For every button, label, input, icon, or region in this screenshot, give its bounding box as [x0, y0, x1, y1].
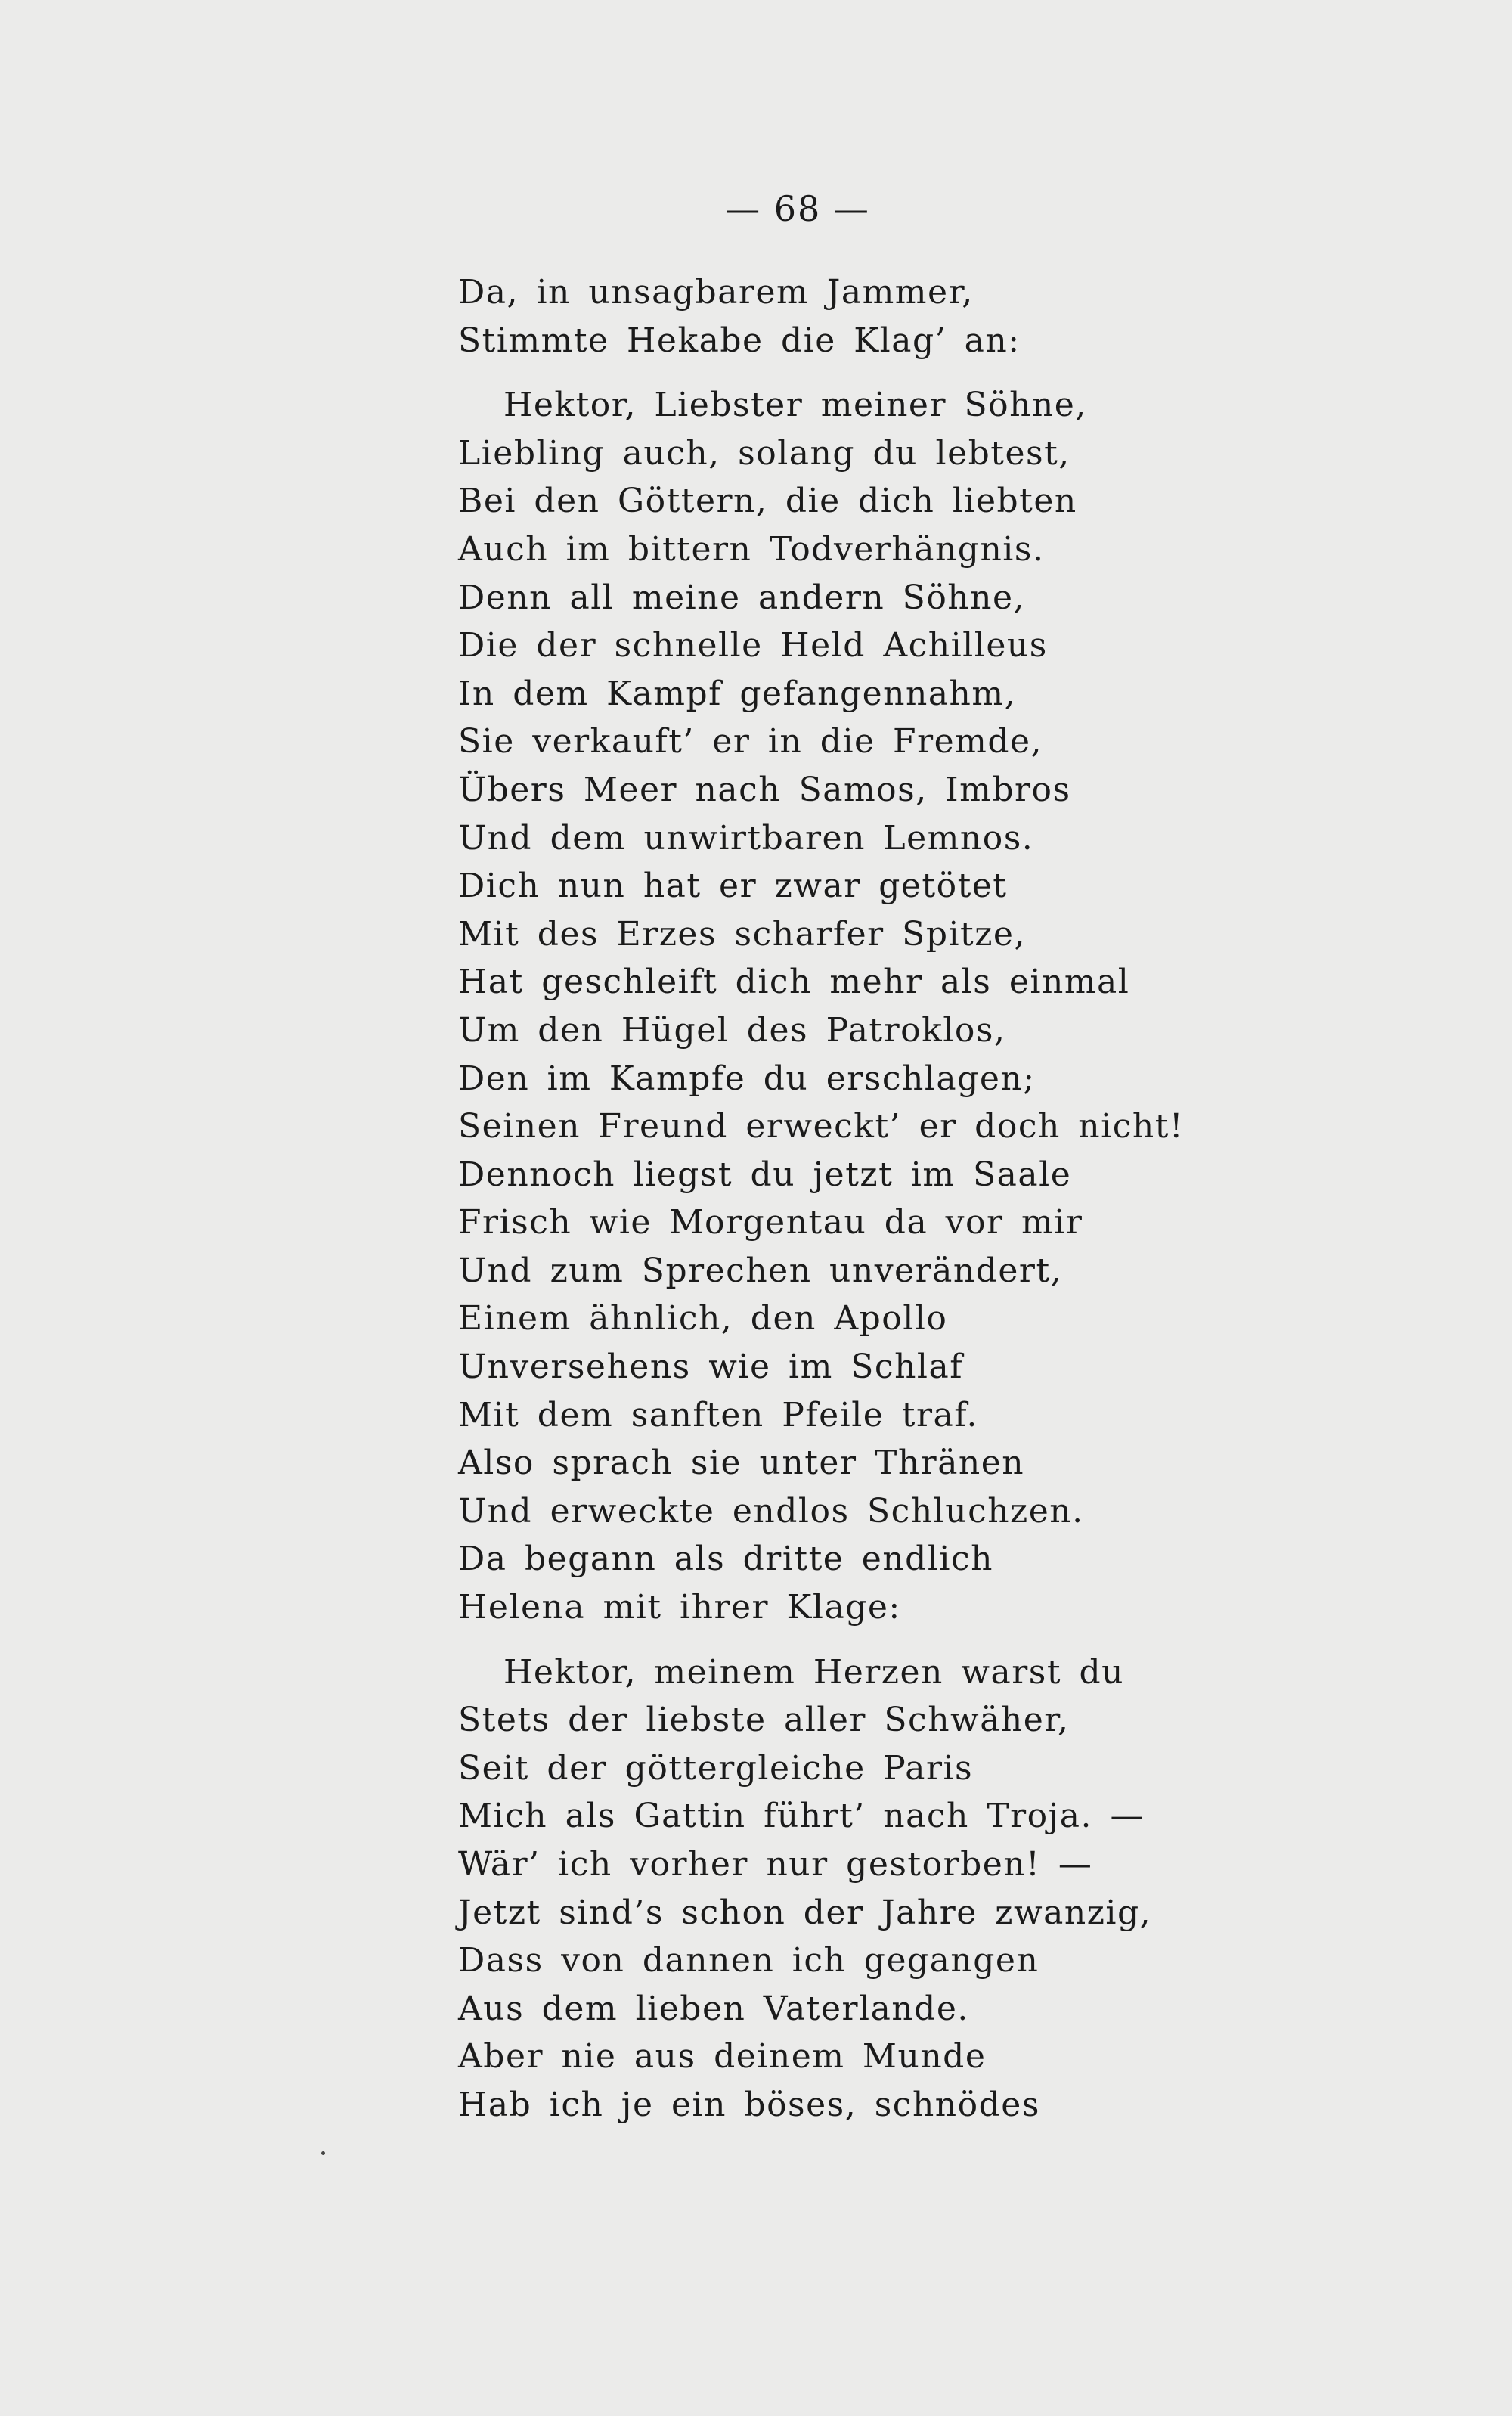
poem-line: Hektor, meinem Herzen warst du: [503, 1652, 1125, 1692]
poem-line: Und dem unwirtbaren Lemnos.: [458, 818, 1034, 858]
page-number: — 68 —: [725, 188, 870, 229]
poem-line: Stimmte Hekabe die Klag’ an:: [458, 321, 1021, 360]
poem-line: Unversehens wie im Schlaf: [458, 1348, 964, 1387]
poem-line: Frisch wie Morgentau da vor mir: [458, 1203, 1083, 1242]
poem-line: Dennoch liegst du jetzt im Saale: [458, 1155, 1072, 1194]
poem-line: Mich als Gattin führt’ nach Troja. —: [458, 1797, 1145, 1836]
print-speck: [321, 2151, 325, 2155]
poem-line: Übers Meer nach Samos, Imbros: [458, 770, 1071, 809]
poem-line: Hab ich je ein böses, schnödes: [458, 2085, 1040, 2124]
poem-line: Wär’ ich vorher nur gestorben! —: [458, 1845, 1093, 1884]
poem-line: Einem ähnlich, den Apollo: [458, 1299, 948, 1338]
poem-line: Hektor, Liebster meiner Söhne,: [503, 386, 1087, 425]
poem-line: Stets der liebste aller Schwäher,: [458, 1701, 1070, 1740]
poem-line: Den im Kampfe du erschlagen;: [458, 1059, 1036, 1098]
poem-line: Und zum Sprechen unverändert,: [458, 1251, 1063, 1290]
poem-line: Dass von dannen ich gegangen: [458, 1941, 1040, 1980]
poem-line: Mit des Erzes scharfer Spitze,: [458, 914, 1026, 954]
poem-line: Denn all meine andern Söhne,: [458, 578, 1026, 617]
poem-line: Aus dem lieben Vaterlande.: [458, 1989, 969, 2028]
poem-line: Und erweckte endlos Schluchzen.: [458, 1491, 1084, 1531]
poem-line: Hat geschleift dich mehr als einmal: [458, 963, 1130, 1002]
poem-line: Seit der göttergleiche Paris: [458, 1748, 974, 1788]
poem-line: Um den Hügel des Patroklos,: [458, 1010, 1006, 1050]
poem-line: Jetzt sind’s schon der Jahre zwanzig,: [458, 1893, 1152, 1932]
poem-text: [458, 268, 1365, 2129]
poem-line: Sie verkauft’ er in die Fremde,: [458, 722, 1043, 761]
poem-line: Dich nun hat er zwar getötet: [458, 867, 1008, 906]
poem-line: Seinen Freund erweckt’ er doch nicht!: [458, 1107, 1185, 1146]
poem-line: Die der schnelle Held Achilleus: [458, 626, 1048, 665]
poem-line: In dem Kampf gefangennahm,: [458, 674, 1017, 713]
poem-line: Da, in unsagbarem Jammer,: [458, 273, 974, 312]
poem-line: Bei den Göttern, die dich liebten: [458, 482, 1077, 521]
poem-line: Auch im bittern Todverhängnis.: [458, 529, 1045, 569]
poem-line: Mit dem sanften Pfeile traf.: [458, 1395, 978, 1434]
poem-line: Liebling auch, solang du lebtest,: [458, 433, 1070, 473]
poem-line: Helena mit ihrer Klage:: [458, 1588, 901, 1627]
poem-line: Aber nie aus deinem Munde: [458, 2037, 987, 2076]
poem-line: Also sprach sie unter Thränen: [458, 1444, 1025, 1483]
poem-line: Da begann als dritte endlich: [458, 1540, 993, 1579]
